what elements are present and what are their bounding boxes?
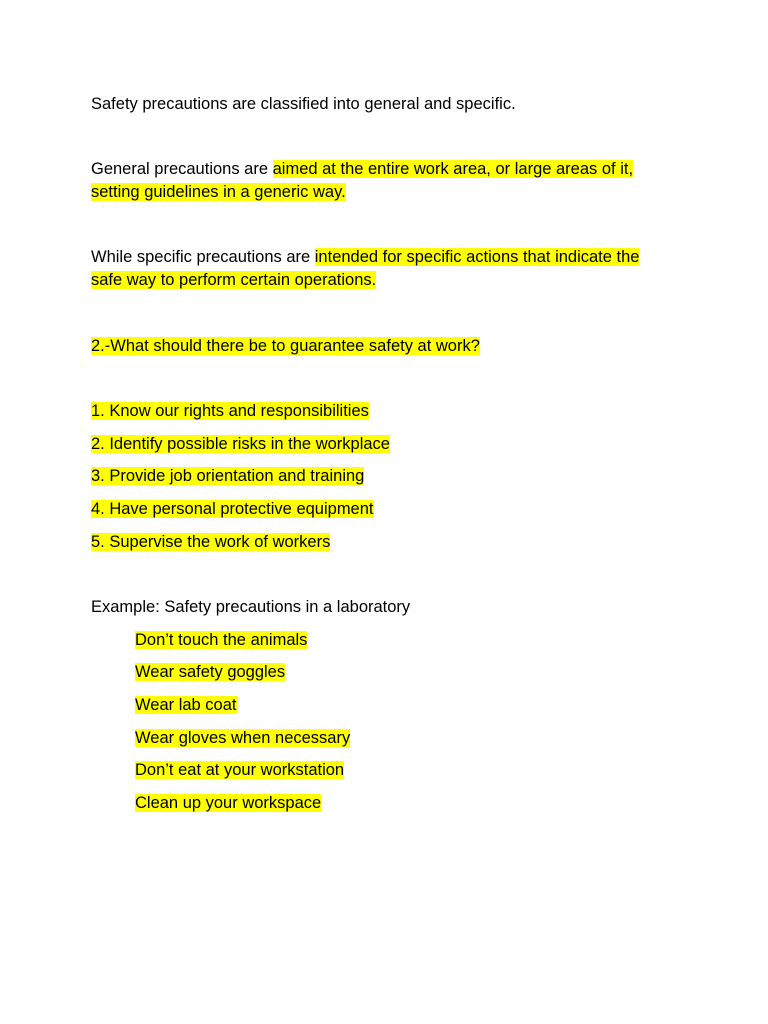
- example-item-text: Clean up your workspace: [135, 794, 322, 812]
- example-item: [135, 759, 344, 781]
- example-item-text: Don’t eat at your workstation: [135, 761, 345, 779]
- example-item-text: Wear lab coat: [135, 696, 237, 714]
- general-highlight-1: aimed at the entire work area, or large areas of it,: [272, 160, 634, 178]
- answer-text: 1. Know our rights and responsibilities: [91, 402, 369, 420]
- general-lead: General precautions are: [91, 160, 273, 178]
- answer-item: [91, 531, 330, 553]
- answer-item: [91, 498, 374, 520]
- answer-item: [91, 400, 369, 422]
- example-item-text: Don’t touch the animals: [135, 631, 308, 649]
- general-highlight-2: setting guidelines in a generic way.: [91, 183, 346, 201]
- answer-text: 4. Have personal protective equipment: [91, 500, 374, 518]
- specific-highlight-1: intended for specific actions that indicate the: [314, 248, 640, 266]
- example-item: [135, 661, 285, 683]
- example-item: [135, 727, 350, 749]
- intro-text: Safety precautions are classified into general and specific.: [91, 95, 516, 113]
- specific-highlight-2: safe way to perform certain operations.: [91, 271, 377, 289]
- example-item: [135, 629, 307, 651]
- answer-item: [91, 465, 364, 487]
- specific-precautions-line-1: [91, 246, 639, 268]
- answer-item: [91, 433, 390, 455]
- question-text: 2.-What should there be to guarantee safety at work?: [91, 337, 480, 355]
- example-heading: Example: Safety precautions in a laboratory: [91, 598, 411, 616]
- general-precautions-line-2: [91, 181, 346, 203]
- specific-precautions-line-2: [91, 269, 376, 291]
- answer-text: 3. Provide job orientation and training: [91, 467, 365, 485]
- document-page: [91, 0, 691, 1024]
- general-precautions-line-1: [91, 158, 633, 180]
- answer-text: 2. Identify possible risks in the workplace: [91, 435, 390, 453]
- example-item: [135, 694, 237, 716]
- specific-lead: While specific precautions are: [91, 248, 315, 266]
- example-item-text: Wear safety goggles: [135, 663, 286, 681]
- question-heading: [91, 335, 480, 357]
- example-item-text: Wear gloves when necessary: [135, 729, 351, 747]
- example-item: [135, 792, 321, 814]
- answer-text: 5. Supervise the work of workers: [91, 533, 331, 551]
